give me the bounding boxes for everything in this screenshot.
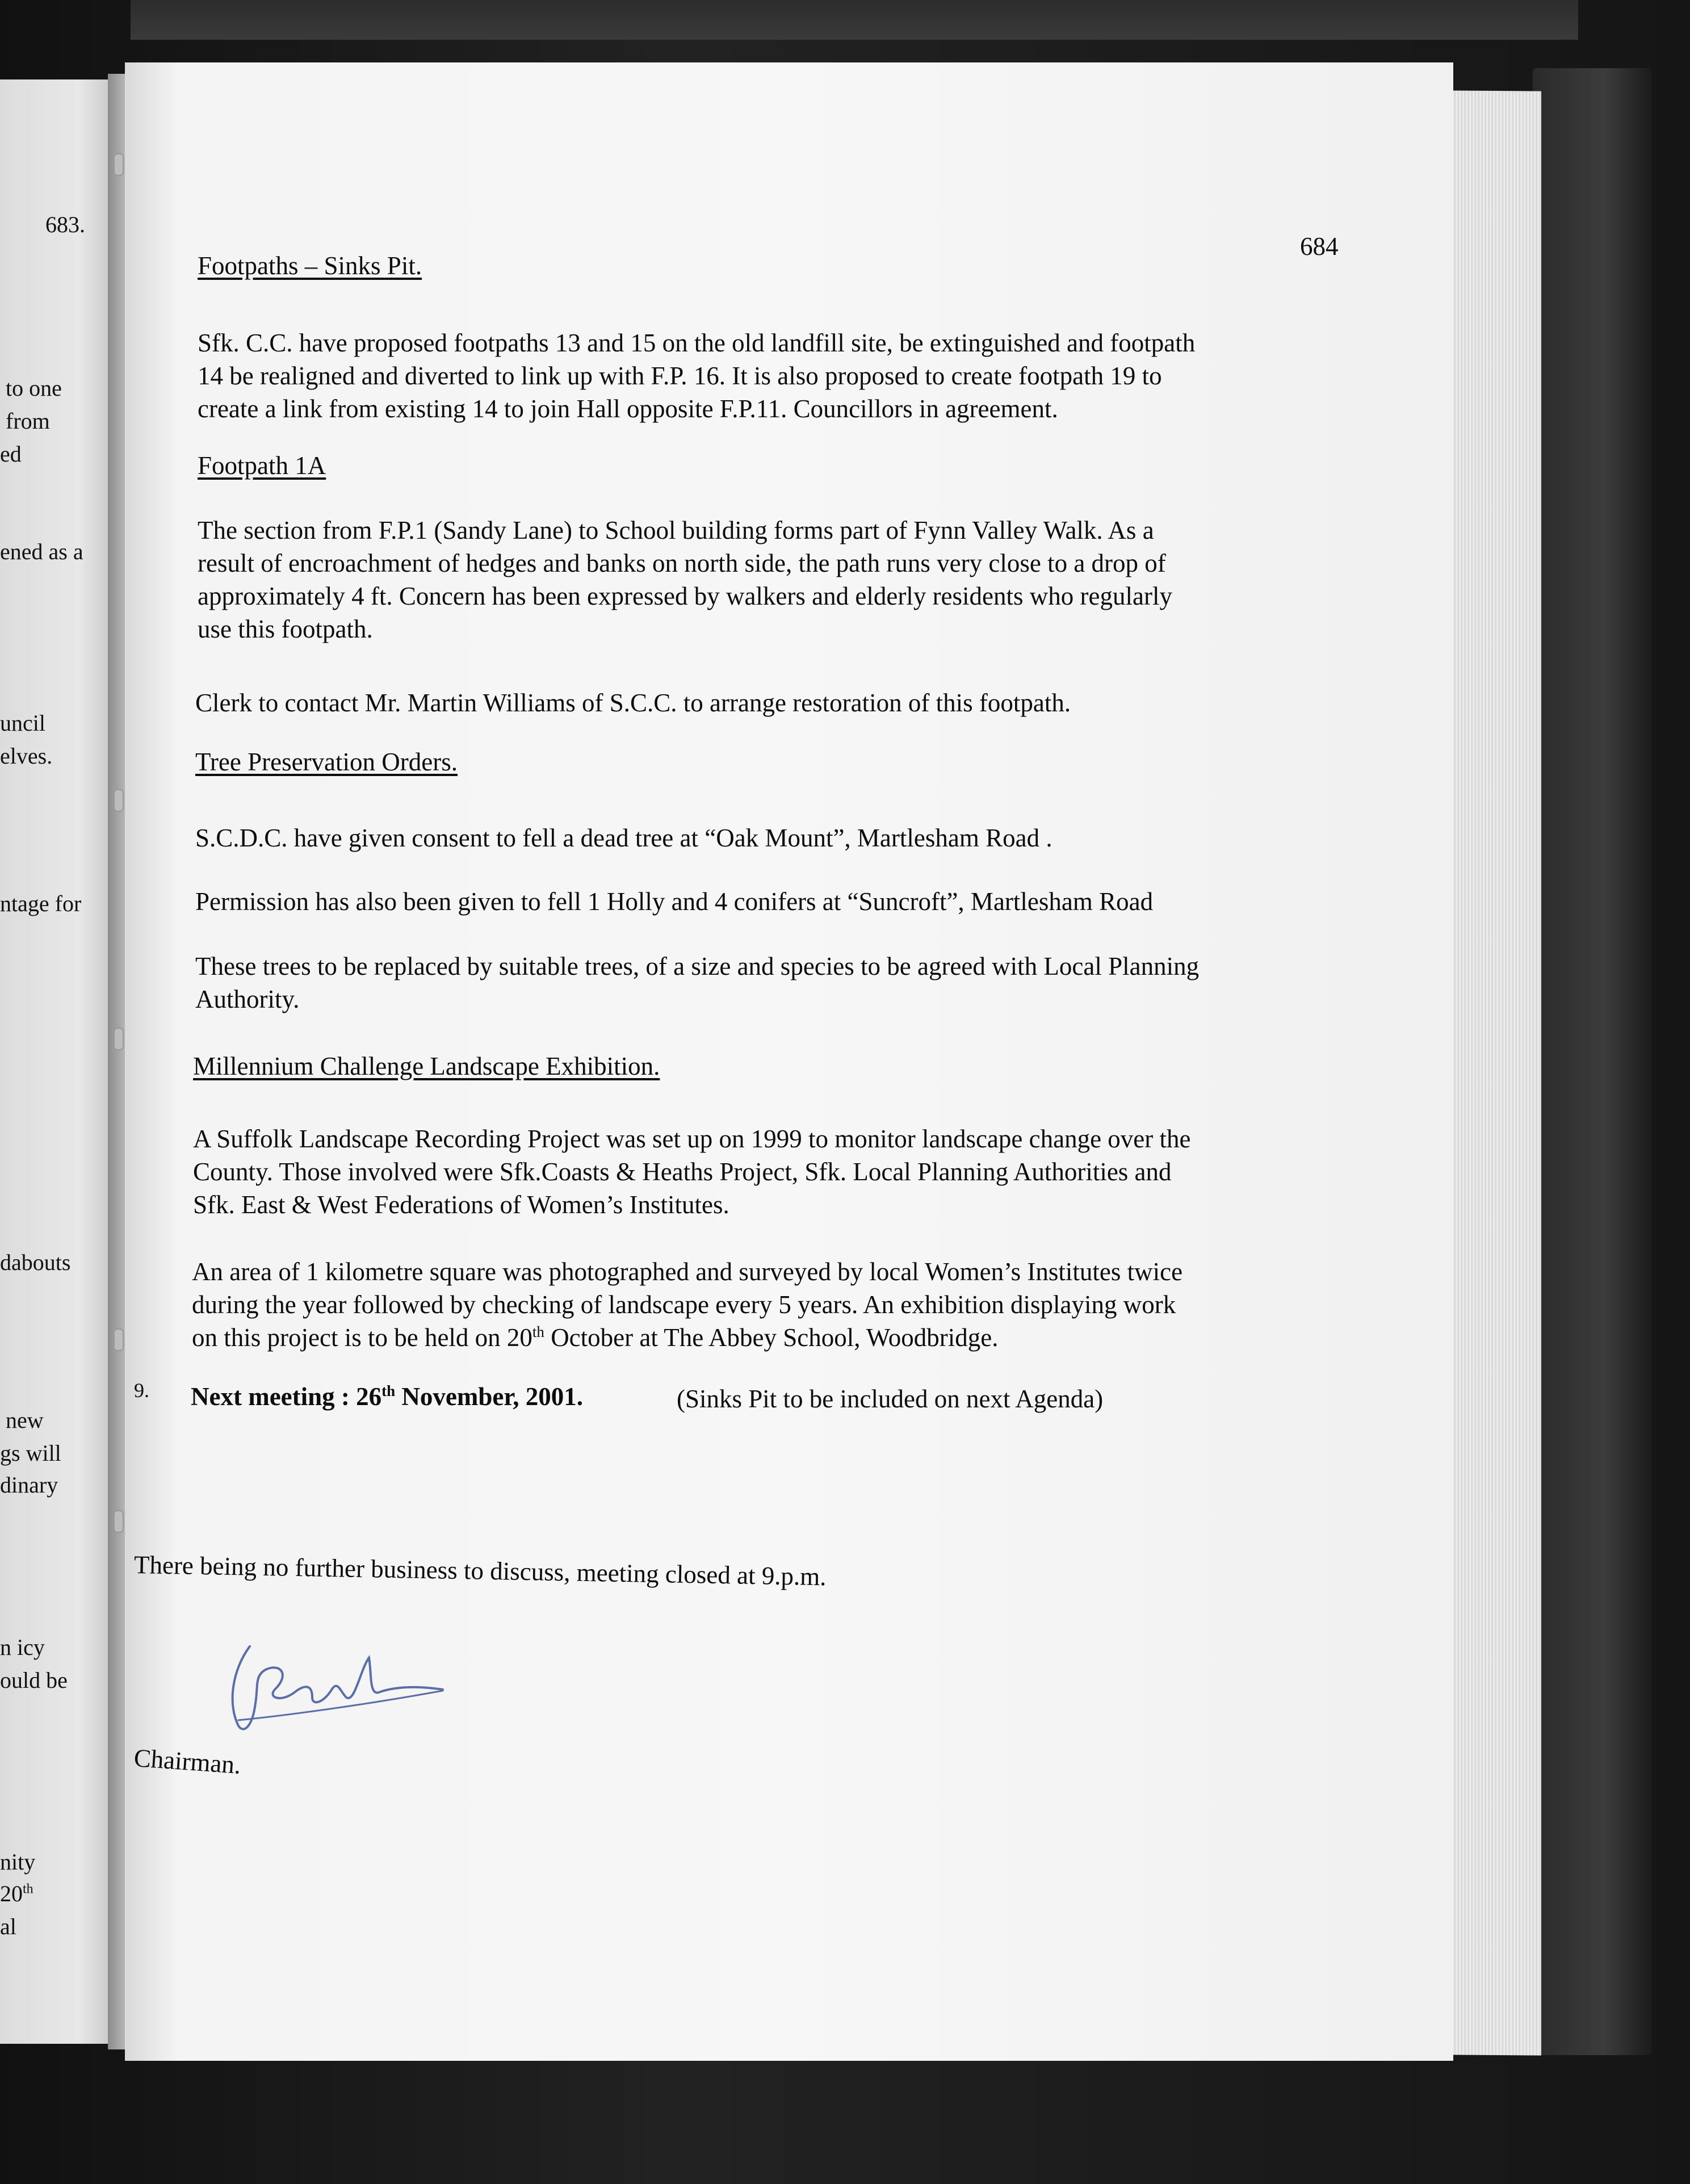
body-line: S.C.D.C. have given consent to fell a dead tree at “Oak Mount”, Martlesham Road . <box>195 824 1052 852</box>
next-meeting-note: (Sinks Pit to be included on next Agenda) <box>677 1385 1104 1413</box>
chairman-label: Chairman. <box>133 1743 242 1780</box>
body-line: use this footpath. <box>198 615 373 643</box>
page-number: 684 <box>1300 232 1339 261</box>
left-fragment: n icy <box>0 1634 45 1660</box>
cover-right-edge <box>1533 68 1652 2055</box>
binder-ring <box>114 1328 124 1351</box>
body-line: Sfk. C.C. have proposed footpaths 13 and 15 on the old landfill site, be extinguished and footpath <box>198 329 1196 357</box>
cover-edge-top <box>131 0 1578 40</box>
heading-footpath-1a: Footpath 1A <box>198 451 326 480</box>
binder-ring <box>114 789 124 812</box>
closing-statement: There being no further business to discuss, meeting closed at 9.p.m. <box>133 1550 827 1591</box>
body-line: Sfk. East & West Federations of Women’s Institutes. <box>193 1190 729 1219</box>
left-fragment: ed <box>0 441 22 467</box>
left-fragment: elves. <box>0 743 53 769</box>
left-fragment: new <box>6 1407 44 1433</box>
left-fragment: from <box>6 408 50 434</box>
signature-image <box>227 1635 454 1749</box>
page-edges <box>1445 90 1541 2055</box>
heading-sinks-pit: Footpaths – Sinks Pit. <box>198 251 422 280</box>
body-line: These trees to be replaced by suitable trees, of a size and species to be agreed with Local Planning <box>195 952 1200 980</box>
left-fragment: nity <box>0 1849 36 1875</box>
body-line: County. Those involved were Sfk.Coasts & Heaths Project, Sfk. Local Planning Authorities and <box>193 1158 1172 1186</box>
item-number: 9. <box>134 1379 149 1402</box>
binder-ring <box>114 153 124 176</box>
body-line: result of encroachment of hedges and banks on north side, the path runs very close to a drop of <box>198 549 1166 577</box>
body-line: An area of 1 kilometre square was photographed and surveyed by local Women’s Institutes twice <box>192 1257 1183 1286</box>
body-line: during the year followed by checking of landscape every 5 years. An exhibition displaying work <box>192 1290 1176 1319</box>
left-fragment: 20th <box>0 1881 33 1906</box>
body-line: Authority. <box>195 985 300 1013</box>
body-line: on this project is to be held on 20th October at The Abbey School, Woodbridge. <box>192 1323 999 1352</box>
body-line: Clerk to contact Mr. Martin Williams of S.C.C. to arrange restoration of this footpath. <box>195 689 1071 717</box>
left-fragment: uncil <box>0 710 45 736</box>
left-fragment: al <box>0 1914 16 1939</box>
heading-tree-preservation: Tree Preservation Orders. <box>195 748 458 776</box>
binder-ring <box>114 1510 124 1533</box>
left-fragment: to one <box>6 375 62 401</box>
left-fragment: ened as a <box>0 539 83 564</box>
body-line: A Suffolk Landscape Recording Project was set up on 1999 to monitor landscape change over the <box>193 1125 1191 1153</box>
body-line: 14 be realigned and diverted to link up with F.P. 16. It is also proposed to create footpath 19 to <box>198 362 1162 390</box>
left-fragment: ould be <box>0 1667 68 1693</box>
body-line: The section from F.P.1 (Sandy Lane) to School building forms part of Fynn Valley Walk. As a <box>198 516 1154 544</box>
body-line: Permission has also been given to fell 1 Holly and 4 conifers at “Suncroft”, Martlesham Road <box>195 887 1154 916</box>
binder-ring <box>114 1028 124 1050</box>
left-fragment: ntage for <box>0 891 82 916</box>
body-line: create a link from existing 14 to join Hall opposite F.P.11. Councillors in agreement. <box>198 395 1058 423</box>
left-fragment: dinary <box>0 1472 58 1498</box>
left-fragment: gs will <box>0 1440 61 1466</box>
next-meeting-label: Next meeting : 26th November, 2001. <box>191 1382 583 1411</box>
heading-millennium: Millennium Challenge Landscape Exhibition. <box>193 1052 660 1080</box>
body-line: approximately 4 ft. Concern has been expressed by walkers and elderly residents who regularly <box>198 582 1172 610</box>
left-page-number: 683. <box>45 212 85 237</box>
left-fragment: dabouts <box>0 1250 71 1275</box>
